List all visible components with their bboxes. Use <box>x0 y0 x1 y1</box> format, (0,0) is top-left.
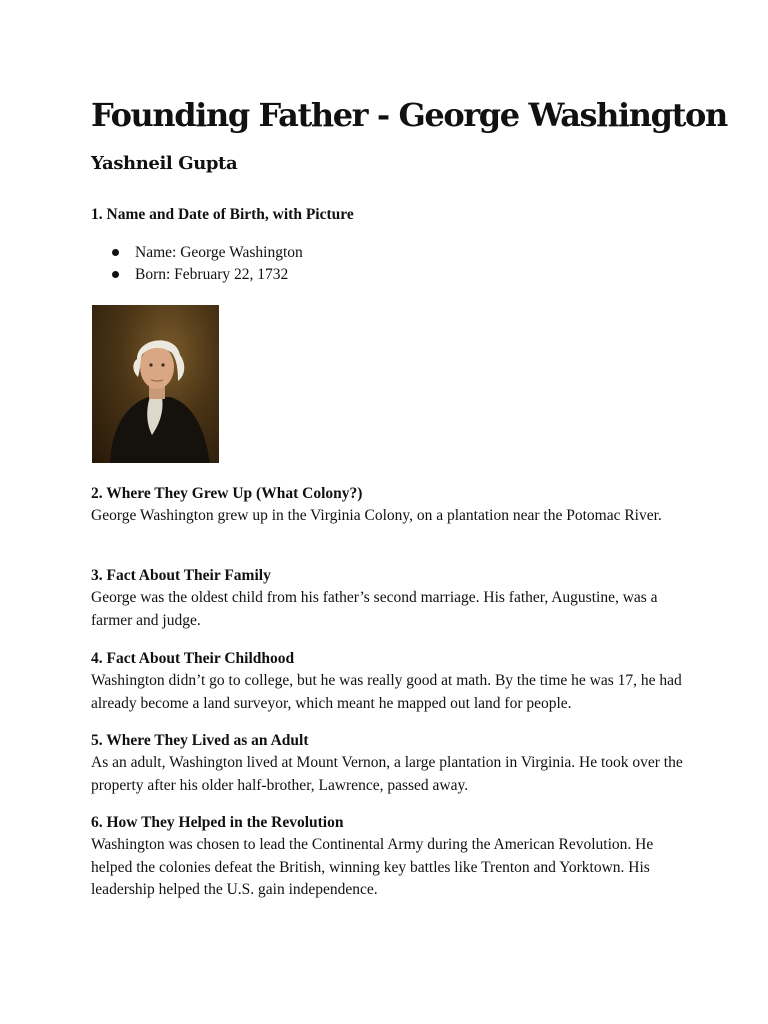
portrait-illustration <box>92 305 219 463</box>
section-childhood-colony <box>91 483 691 528</box>
section-text-childhood: Washington didn’t go to college, but he was really good at math. By the time he was 17, he had already become a land surveyor, which meant he mapped out land for people. <box>91 672 682 712</box>
section-adult-home <box>91 730 691 797</box>
section-heading-family: 3. Fact About Their Family <box>91 567 271 584</box>
section-text-family: George was the oldest child from his father’s second marriage. His father, Augustine, was a farmer and judge. <box>91 589 658 629</box>
bullet-list <box>91 242 303 286</box>
section-family <box>91 565 691 632</box>
section-text-adult-home: As an adult, Washington lived at Mount Vernon, a large plantation in Virginia. He took over the property after his older half-brother, Lawrence, passed away. <box>91 754 683 794</box>
section-text-revolution: Washington was chosen to lead the Continental Army during the American Revolution. He helped the colonies defeat the British, winning key battles like Trenton and Yorktown. His leadership helped the U.S. gain independence. <box>91 836 654 898</box>
list-item <box>91 242 303 264</box>
section-heading-name-birth: 1. Name and Date of Birth, with Picture <box>91 206 354 223</box>
section-revolution <box>91 812 691 902</box>
author-name: Yashneil Gupta <box>91 153 238 174</box>
section-childhood <box>91 648 691 715</box>
list-item <box>91 264 303 286</box>
section-heading-colony: 2. Where They Grew Up (What Colony?) <box>91 485 363 502</box>
section-text-colony: George Washington grew up in the Virginia Colony, on a plantation near the Potomac River. <box>91 507 662 524</box>
bullet-dot-icon <box>112 271 119 278</box>
bullet-text-name: Name: George Washington <box>135 244 303 261</box>
portrait-eye-left <box>149 363 152 366</box>
bullet-text-born: Born: February 22, 1732 <box>135 266 289 283</box>
document-title: Founding Father - George Washington <box>91 96 727 134</box>
bullet-dot-icon <box>112 249 119 256</box>
portrait-eye-right <box>161 363 164 366</box>
section-heading-childhood: 4. Fact About Their Childhood <box>91 650 295 667</box>
section-heading-revolution: 6. How They Helped in the Revolution <box>91 814 344 831</box>
section-heading-adult-home: 5. Where They Lived as an Adult <box>91 732 309 749</box>
washington-portrait-image <box>92 305 219 463</box>
